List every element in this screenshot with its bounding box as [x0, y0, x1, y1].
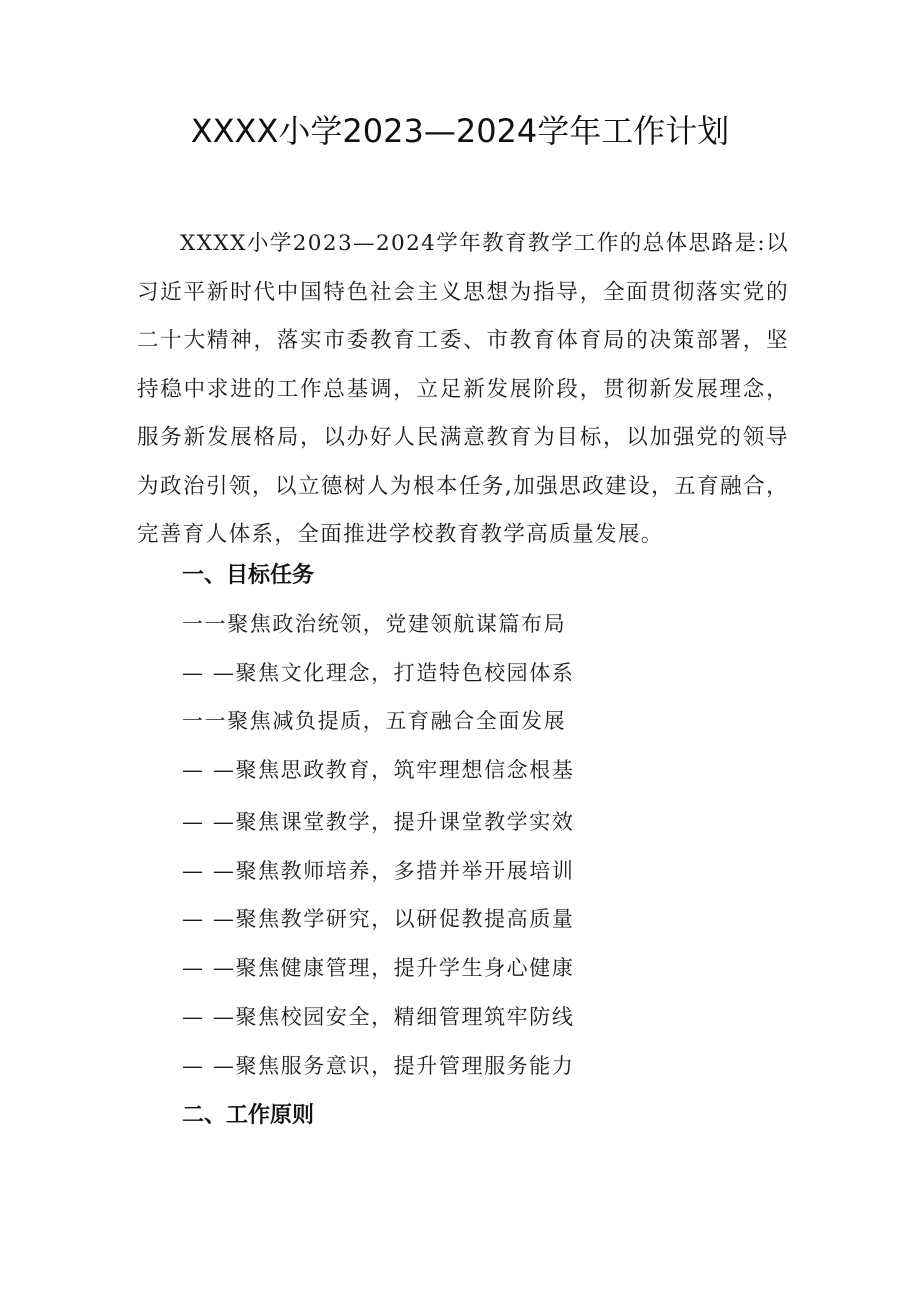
goal-item: — —聚焦思政教育，筑牢理想信念根基: [182, 758, 575, 783]
goal-item: — —聚焦文化理念，打造特色校园体系: [182, 660, 575, 685]
goal-item: — —聚焦教师培养，多措并举开展培训: [182, 858, 575, 883]
goal-item: — —聚焦教学研究，以研促教提高质量: [182, 907, 575, 932]
section-heading-goals: 一、目标任务: [182, 563, 315, 588]
goal-item: — —聚焦服务意识，提升管理服务能力: [182, 1053, 575, 1078]
goal-item: 一一聚焦减负提质，五育融合全面发展: [182, 709, 567, 734]
goal-item: 一一聚焦政治统领，党建领航谋篇布局: [182, 612, 567, 636]
goal-item: — —聚焦健康管理，提升学生身心健康: [182, 956, 575, 981]
intro-paragraph: XXXX小学2023—2024学年教育教学工作的总体思路是:以习近平新时代中国特色社会主义思想为指导，全面贯彻落实党的二十大精神，落实市委教育工委、市教育体育局的决策部署，坚持稳中求进的工作总基调，立足新发展阶段，贯彻新发展理念，服务新发展格局，以办好人民满意教育为目标，以加强党的领导为政治引领，以立德树人为根本任务,加强思政建设，五育融合，完善育人体系，全面推进学校教育教学高质量发展。: [137, 231, 789, 547]
document-title: XXXX小学2023—2024学年工作计划: [190, 112, 730, 150]
section-heading-principles: 二、工作原则: [182, 1103, 315, 1128]
goal-item: — —聚焦课堂教学，提升课堂教学实效: [182, 810, 575, 835]
goal-item: — —聚焦校园安全，精细管理筑牢防线: [182, 1004, 575, 1029]
goal-list: [182, 606, 574, 1096]
